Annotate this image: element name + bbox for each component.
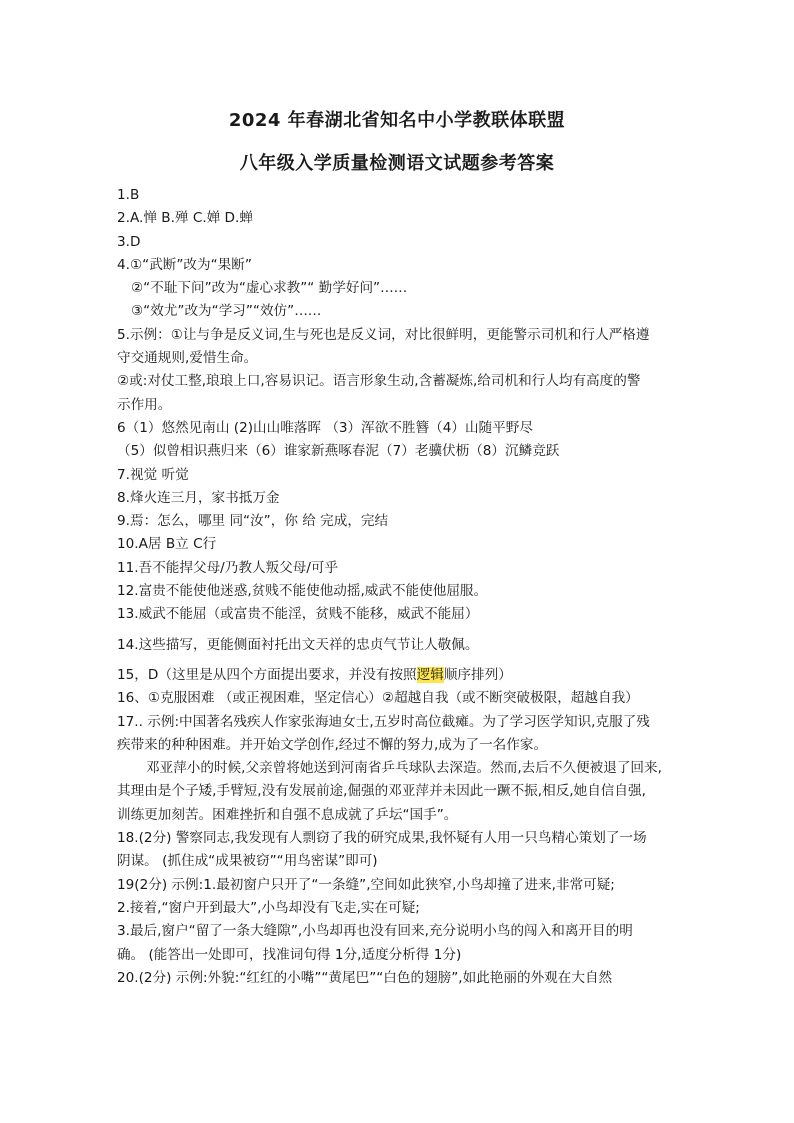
document-title: 2024 年春湖北省知名中小学教联体联盟: [228, 110, 566, 131]
answer-text: 顺序排列）: [443, 666, 512, 683]
answer-line: 确。 (能答出一处即可，找准词句得 1分,适度分析得 1分): [117, 946, 462, 963]
answer-line: 3.最后,窗户“留了一条大缝隙”,小鸟却再也没有回来,充分说明小鸟的闯入和离开目的明: [117, 923, 633, 940]
answer-line: ②“不耻下问”改为“虚心求教”“ 勤学好问”……: [131, 280, 408, 297]
answer-line: 训练更加刻苦。困难挫折和自强不息成就了乒坛“国手”。: [117, 806, 458, 823]
answer-text: 15，D（这里是从四个方面提出要求，并没有按照: [117, 666, 417, 683]
answer-line: 12.富贵不能使他迷惑,贫贱不能使他动摇,威武不能使他屈服。: [117, 583, 488, 600]
answer-line: 18.(2分) 警察同志,我发现有人剽窃了我的研究成果,我怀疑有人用一只鸟精心策划了一场: [117, 830, 647, 847]
answer-line: 5.示例：①让与争是反义词,生与死也是反义词，对比很鲜明，更能警示司机和行人严格遵: [117, 326, 650, 343]
answer-line: 2.接着,“窗户开到最大”,小鸟却没有飞走,实在可疑;: [117, 899, 420, 916]
answer-line: 4.①“武断”改为“果断”: [117, 256, 252, 273]
answer-line: 守交通规则,爱惜生命。: [117, 350, 258, 367]
answer-body: [117, 184, 677, 990]
answer-line: 9.焉：怎么，哪里 同“汝”，你 给 完成，完结: [117, 513, 389, 530]
answer-line: 1.B: [117, 187, 140, 203]
answer-line: 10.A居 B立 C行: [117, 536, 217, 553]
answer-line: 14.这些描写，更能侧面衬托出文天祥的忠贞气节让人敬佩。: [117, 636, 479, 653]
document-subtitle: 八年级入学质量检测语文试题参考答案: [239, 153, 555, 174]
highlighted-word: 逻辑: [416, 666, 444, 683]
answer-line: 20.(2分) 示例:外貌:“红红的小嘴”“黄尾巴”“白色的翅膀”,如此艳丽的外观在大自然: [117, 969, 613, 986]
answer-line: 疾带来的种种困难。并开始文学创作,经过不懈的努力,成为了一名作家。: [117, 736, 548, 753]
answer-line: 阴谋。 (抓住成“成果被窃”“用鸟密谋”即可): [117, 853, 378, 870]
answer-line: （5）似曾相识燕归来（6）谁家新燕啄春泥（7）老骥伏枥（8）沉鳞竞跃: [117, 443, 560, 460]
answer-line-15: [117, 664, 677, 687]
answer-line: 8.烽火连三月，家书抵万金: [117, 489, 280, 506]
answer-line: ③“效尤”改为“学习”“效仿”……: [131, 303, 322, 320]
answer-line: 7.视觉 听觉: [117, 466, 189, 483]
answer-line: 16、①克服困难 （或正视困难，坚定信心）②超越自我（或不断突破极限，超越自我）: [117, 690, 639, 707]
answer-line: 19(2分) 示例:1.最初窗户只开了“一条缝”,空间如此狭窄,小鸟却撞了进来,非常可疑;: [117, 876, 615, 893]
answer-line: 示作用。: [117, 396, 172, 413]
answer-line: 6（1）悠然见南山 (2)山山唯落晖 （3）浑欲不胜簪（4）山随平野尽: [117, 419, 533, 436]
answer-line: 3.D: [117, 233, 141, 250]
answer-line: 2.A.惮 B.殚 C.婵 D.蝉: [117, 210, 253, 227]
answer-line: 其理由是个子矮,手臂短,没有发展前途,倔强的邓亚萍并未因此一蹶不振,相反,她自信自强,: [117, 783, 646, 800]
answer-line: 13.威武不能屈（或富贵不能淫，贫贱不能移，威武不能屈）: [117, 606, 479, 623]
answer-line: 邓亚萍小的时候,父亲曾将她送到河南省乒乓球队去深造。然而,去后不久便被退了回来,: [146, 760, 662, 777]
answer-line: ②或:对仗工整,琅琅上口,容易识记。语言形象生动,含蓄凝炼,给司机和行人均有高度的警: [117, 373, 641, 390]
answer-line: 11.吾不能捍父母/乃教人叛父母/可乎: [117, 559, 339, 576]
answer-line: 17.. 示例:中国著名残疾人作家张海迪女士,五岁时高位截瘫。为了学习医学知识,克服了残: [117, 713, 650, 730]
